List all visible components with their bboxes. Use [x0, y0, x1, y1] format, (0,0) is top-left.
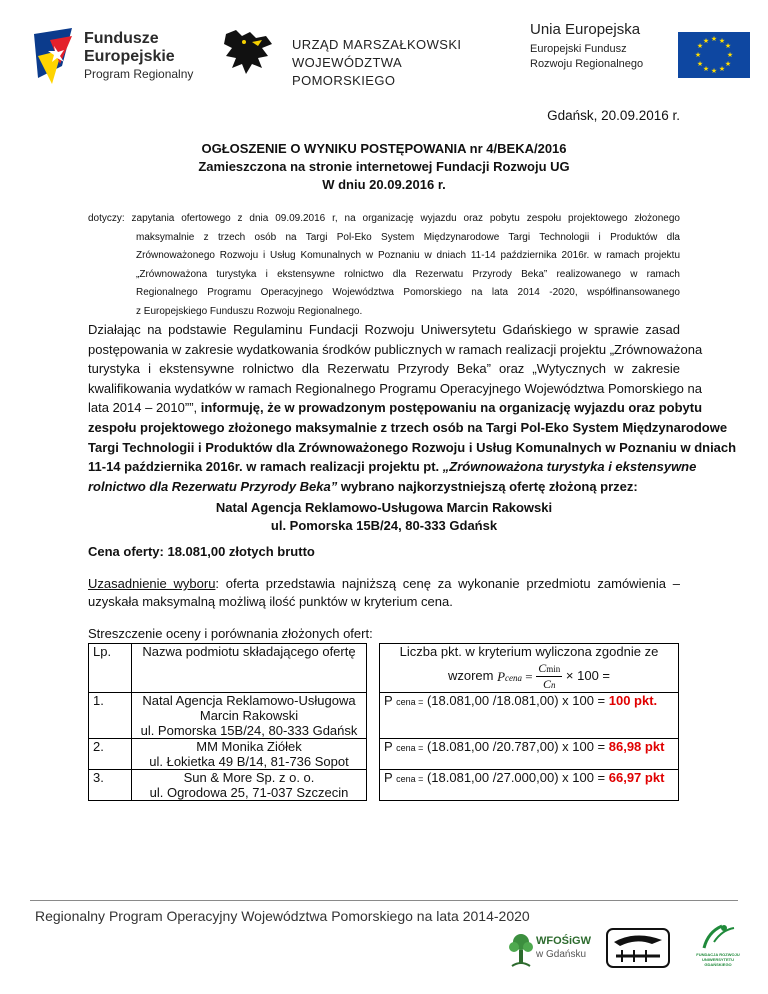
summary-heading: Streszczenie oceny i porównania złożonych ofert:	[88, 626, 373, 641]
formula-numerator	[536, 661, 562, 677]
main-line	[88, 477, 680, 497]
svg-text:★: ★	[710, 35, 718, 43]
main-paragraph	[88, 320, 737, 496]
title-line3: W dniu 20.09.2016 r.	[322, 177, 446, 192]
header-points	[380, 644, 679, 693]
main-line: Działając na podstawie Regulaminu Fundacji Rozwoju Uniwersytetu Gdańskiego w sprawie zasad	[88, 322, 680, 337]
fe-line3: Program Regionalny	[84, 67, 194, 81]
svg-text:★: ★	[718, 65, 726, 73]
justification-line: uzyskała maksymalną możliwą ilość punktów w kryterium cena.	[88, 594, 453, 609]
ue-line3: Rozwoju Regionalnego	[530, 58, 644, 70]
formula-den-sub: n	[551, 680, 556, 690]
urzad-marszalkowski-logo	[222, 28, 482, 88]
table-row	[89, 770, 679, 801]
svg-text:★: ★	[724, 60, 732, 68]
points-value: 100 pkt.	[608, 693, 658, 708]
company-address: ul. Łokietka 49 B/14, 81-736 Sopot	[149, 754, 349, 769]
row-lp: 2.	[89, 739, 132, 770]
formula-equals: =	[525, 668, 533, 684]
title-line1: OGŁOSZENIE O WYNIKU POSTĘPOWANIA nr 4/BEKA/2016	[201, 141, 567, 156]
subject-line: „Zrównoważona turystyka i ekstensywne rolnictwo dla Rezerwatu Przyrody Beka” realizowanego w ramach	[136, 268, 680, 280]
points-sub: cena =	[396, 774, 424, 784]
ue-line2: Europejski Fundusz	[530, 43, 627, 55]
main-line: Targi Technologii i Produktów dla Zrównoważonego Rozwoju i Usług Komunalnych w Poznaniu w dniach	[88, 439, 737, 455]
fe-line1: Fundusze	[84, 30, 159, 47]
svg-text:★: ★	[726, 51, 734, 59]
main-line: postępowania w zakresie wydatkowania środków publicznych w ramach realizacji projektu „Zrównoważona	[88, 341, 703, 357]
row-points	[380, 693, 679, 739]
header-lp: Lp.	[89, 644, 132, 693]
justification-text: : oferta przedstawia najniższą cenę za wykonanie przedmiotu zamówienia –	[215, 576, 680, 591]
main-line	[88, 457, 697, 477]
winning-offer	[88, 499, 680, 535]
winner-address: ul. Pomorska 15B/24, 80-333 Gdańsk	[270, 518, 498, 533]
svg-text:★: ★	[696, 60, 704, 68]
svg-text:★: ★	[696, 42, 704, 50]
table-row	[89, 739, 679, 770]
subject-line: Zrównoważonego Rozwoju i Usług Komunalnych w Poznaniu w dniach 11-14 października 2016r. w ramach projektu	[136, 250, 680, 261]
formula-prefix: wzorem	[447, 667, 494, 683]
ktop-bird-logo-icon	[606, 928, 670, 968]
points-p: P	[384, 770, 393, 785]
eu-flag-icon	[678, 32, 750, 78]
formula-p-symbol: P	[497, 668, 506, 684]
points-value: 66,97 pkt	[608, 770, 665, 785]
offer-price: Cena oferty: 18.081,00 złotych brutto	[88, 544, 315, 559]
tree-icon	[508, 932, 534, 968]
company-name: MM Monika Ziółek	[196, 739, 302, 754]
fundusze-europejskie-text	[84, 30, 193, 82]
subject-line: dotyczy: zapytania ofertowego z dnia 09.09.2016 r, na organizację wyjazdu oraz pobytu zespołu projektowego złożonego	[88, 213, 680, 224]
winner-name: Natal Agencja Reklamowo-Usługowa Marcin Rakowski	[215, 500, 553, 515]
table-header-row	[89, 644, 679, 693]
unia-europejska-logo	[530, 20, 752, 80]
price-formula	[384, 661, 674, 692]
fundacja-rozwoju-ug-mark-icon	[694, 922, 742, 952]
company-address: ul. Pomorska 15B/24, 80-333 Gdańsk	[140, 723, 358, 738]
row-company	[132, 739, 367, 770]
footer-program-text: Regionalny Program Operacyjny Województwa Pomorskiego na lata 2014-2020	[35, 908, 530, 924]
subject-paragraph	[88, 210, 680, 321]
main-line	[88, 398, 703, 418]
main-bold-text: 11-14 października 2016r. w ramach realizacji projektu pt.	[88, 459, 443, 475]
ue-line1: Unia Europejska	[530, 21, 641, 38]
project-name: „Zrównoważona turystyka i ekstensywne	[442, 459, 697, 475]
points-sub: cena =	[396, 743, 424, 753]
formula-den-symbol: C	[543, 677, 552, 691]
pomeranian-griffin-crest-icon	[222, 28, 276, 76]
header-points-label: Liczba pkt. w kryterium wyliczona zgodnie ze	[399, 644, 659, 659]
main-bold-text: wybrano najkorzystniejszą ofertę złożoną przez:	[337, 478, 638, 494]
formula-fraction	[536, 661, 562, 692]
company-name: Natal Agencja Reklamowo-Usługowa	[142, 693, 356, 708]
points-calc: (18.081,00 /20.787,00) x 100 =	[426, 739, 609, 754]
fe-line2: Europejskie	[84, 48, 175, 65]
main-text: lata 2014 – 2010””,	[88, 400, 201, 416]
fundusze-europejskie-mark-icon	[32, 26, 78, 86]
row-lp: 1.	[89, 693, 132, 739]
table-spacer	[367, 739, 380, 770]
document-date: Gdańsk, 20.09.2016 r.	[547, 108, 680, 123]
row-lp: 3.	[89, 770, 132, 801]
row-company	[132, 770, 367, 801]
justification-line	[88, 575, 680, 593]
formula-denominator	[536, 677, 562, 692]
table-spacer	[367, 693, 380, 739]
subject-line: maksymalnie z trzech osób na Targi Pol-Eko System Międzynarodowe Targi Technologii i Produktów dla	[136, 231, 680, 243]
points-p: P	[384, 693, 393, 708]
formula-tail: × 100 =	[565, 667, 611, 683]
offers-table	[88, 643, 679, 801]
subject-line: z Europejskiego Funduszu Rozwoju Regionalnego.	[136, 305, 363, 317]
main-line: turystyka i ekstensywne rolnictwo dla Rezerwatu Przyrody Beka” oraz „Wytycznych w zakresie	[88, 361, 680, 377]
formula-p-sub: cena	[505, 672, 523, 683]
um-line2: WOJEWÓDZTWA POMORSKIEGO	[292, 55, 402, 88]
points-calc: (18.081,00 /18.081,00) x 100 =	[426, 693, 609, 708]
table-row	[89, 693, 679, 739]
um-line1: URZĄD MARSZAŁKOWSKI	[292, 37, 462, 52]
svg-text:★: ★	[724, 42, 732, 50]
fundusze-europejskie-logo	[18, 14, 208, 84]
wfosigw-name: WFOŚiGW	[536, 935, 591, 947]
project-name: rolnictwo dla Rezerwatu Przyrody Beka”	[88, 478, 338, 494]
formula-num-sub: min	[546, 664, 561, 674]
document-title	[88, 140, 680, 194]
row-company	[132, 693, 367, 739]
row-points	[380, 770, 679, 801]
wfosigw-logo	[508, 928, 591, 976]
svg-text:★: ★	[702, 65, 710, 73]
formula-num-symbol: C	[538, 661, 547, 675]
fundacja-rozwoju-ug-logo	[694, 922, 742, 980]
main-bold-text: informuję, że w prowadzonym postępowaniu na organizację wyjazdu oraz pobytu	[200, 400, 703, 416]
svg-text:★: ★	[694, 51, 702, 59]
formula-p	[497, 669, 533, 685]
title-line2: Zamieszczona na stronie internetowej Fundacji Rozwoju UG	[198, 159, 570, 174]
points-value: 86,98 pkt	[608, 739, 665, 754]
svg-text:★: ★	[702, 37, 710, 45]
svg-text:★: ★	[718, 37, 726, 45]
points-calc: (18.081,00 /27.000,00) x 100 =	[426, 770, 609, 785]
row-points	[380, 739, 679, 770]
main-line: kwalifikowania wydatków w ramach Regionalnego Programu Operacyjnego Województwa Pomorskiego na	[88, 380, 702, 396]
page-header	[0, 0, 768, 95]
justification-label: Uzasadnienie wyboru	[88, 576, 216, 591]
points-sub: cena =	[396, 697, 424, 707]
company-name: Sun & More Sp. z o. o.	[183, 770, 315, 785]
wfosigw-city: w Gdańsku	[536, 949, 587, 960]
company-address: ul. Ogrodowa 25, 71-037 Szczecin	[149, 785, 349, 800]
main-line: zespołu projektowego złożonego maksymalnie z trzech osób na Targi Pol-Eko System Międzynarodowe	[88, 419, 728, 435]
justification	[88, 575, 680, 611]
unia-europejska-text	[530, 22, 643, 72]
header-name: Nazwa podmiotu składającego ofertę	[132, 644, 367, 693]
company-name-cont: Marcin Rakowski	[199, 708, 299, 723]
subject-line: Regionalnego Programu Operacyjnego Województwa Pomorskiego na lata 2014 -2020, współfinansowanego	[136, 287, 680, 298]
table-spacer	[367, 770, 380, 801]
points-p: P	[384, 739, 393, 754]
urzad-marszalkowski-text	[292, 36, 482, 90]
footer-divider	[30, 900, 738, 901]
svg-text:★: ★	[710, 67, 718, 75]
table-spacer	[367, 644, 380, 693]
fundacja-rozwoju-ug-text: FUNDACJA ROZWOJU UNIWERSYTETU GDAŃSKIEGO	[696, 952, 740, 967]
wfosigw-text	[536, 934, 591, 962]
